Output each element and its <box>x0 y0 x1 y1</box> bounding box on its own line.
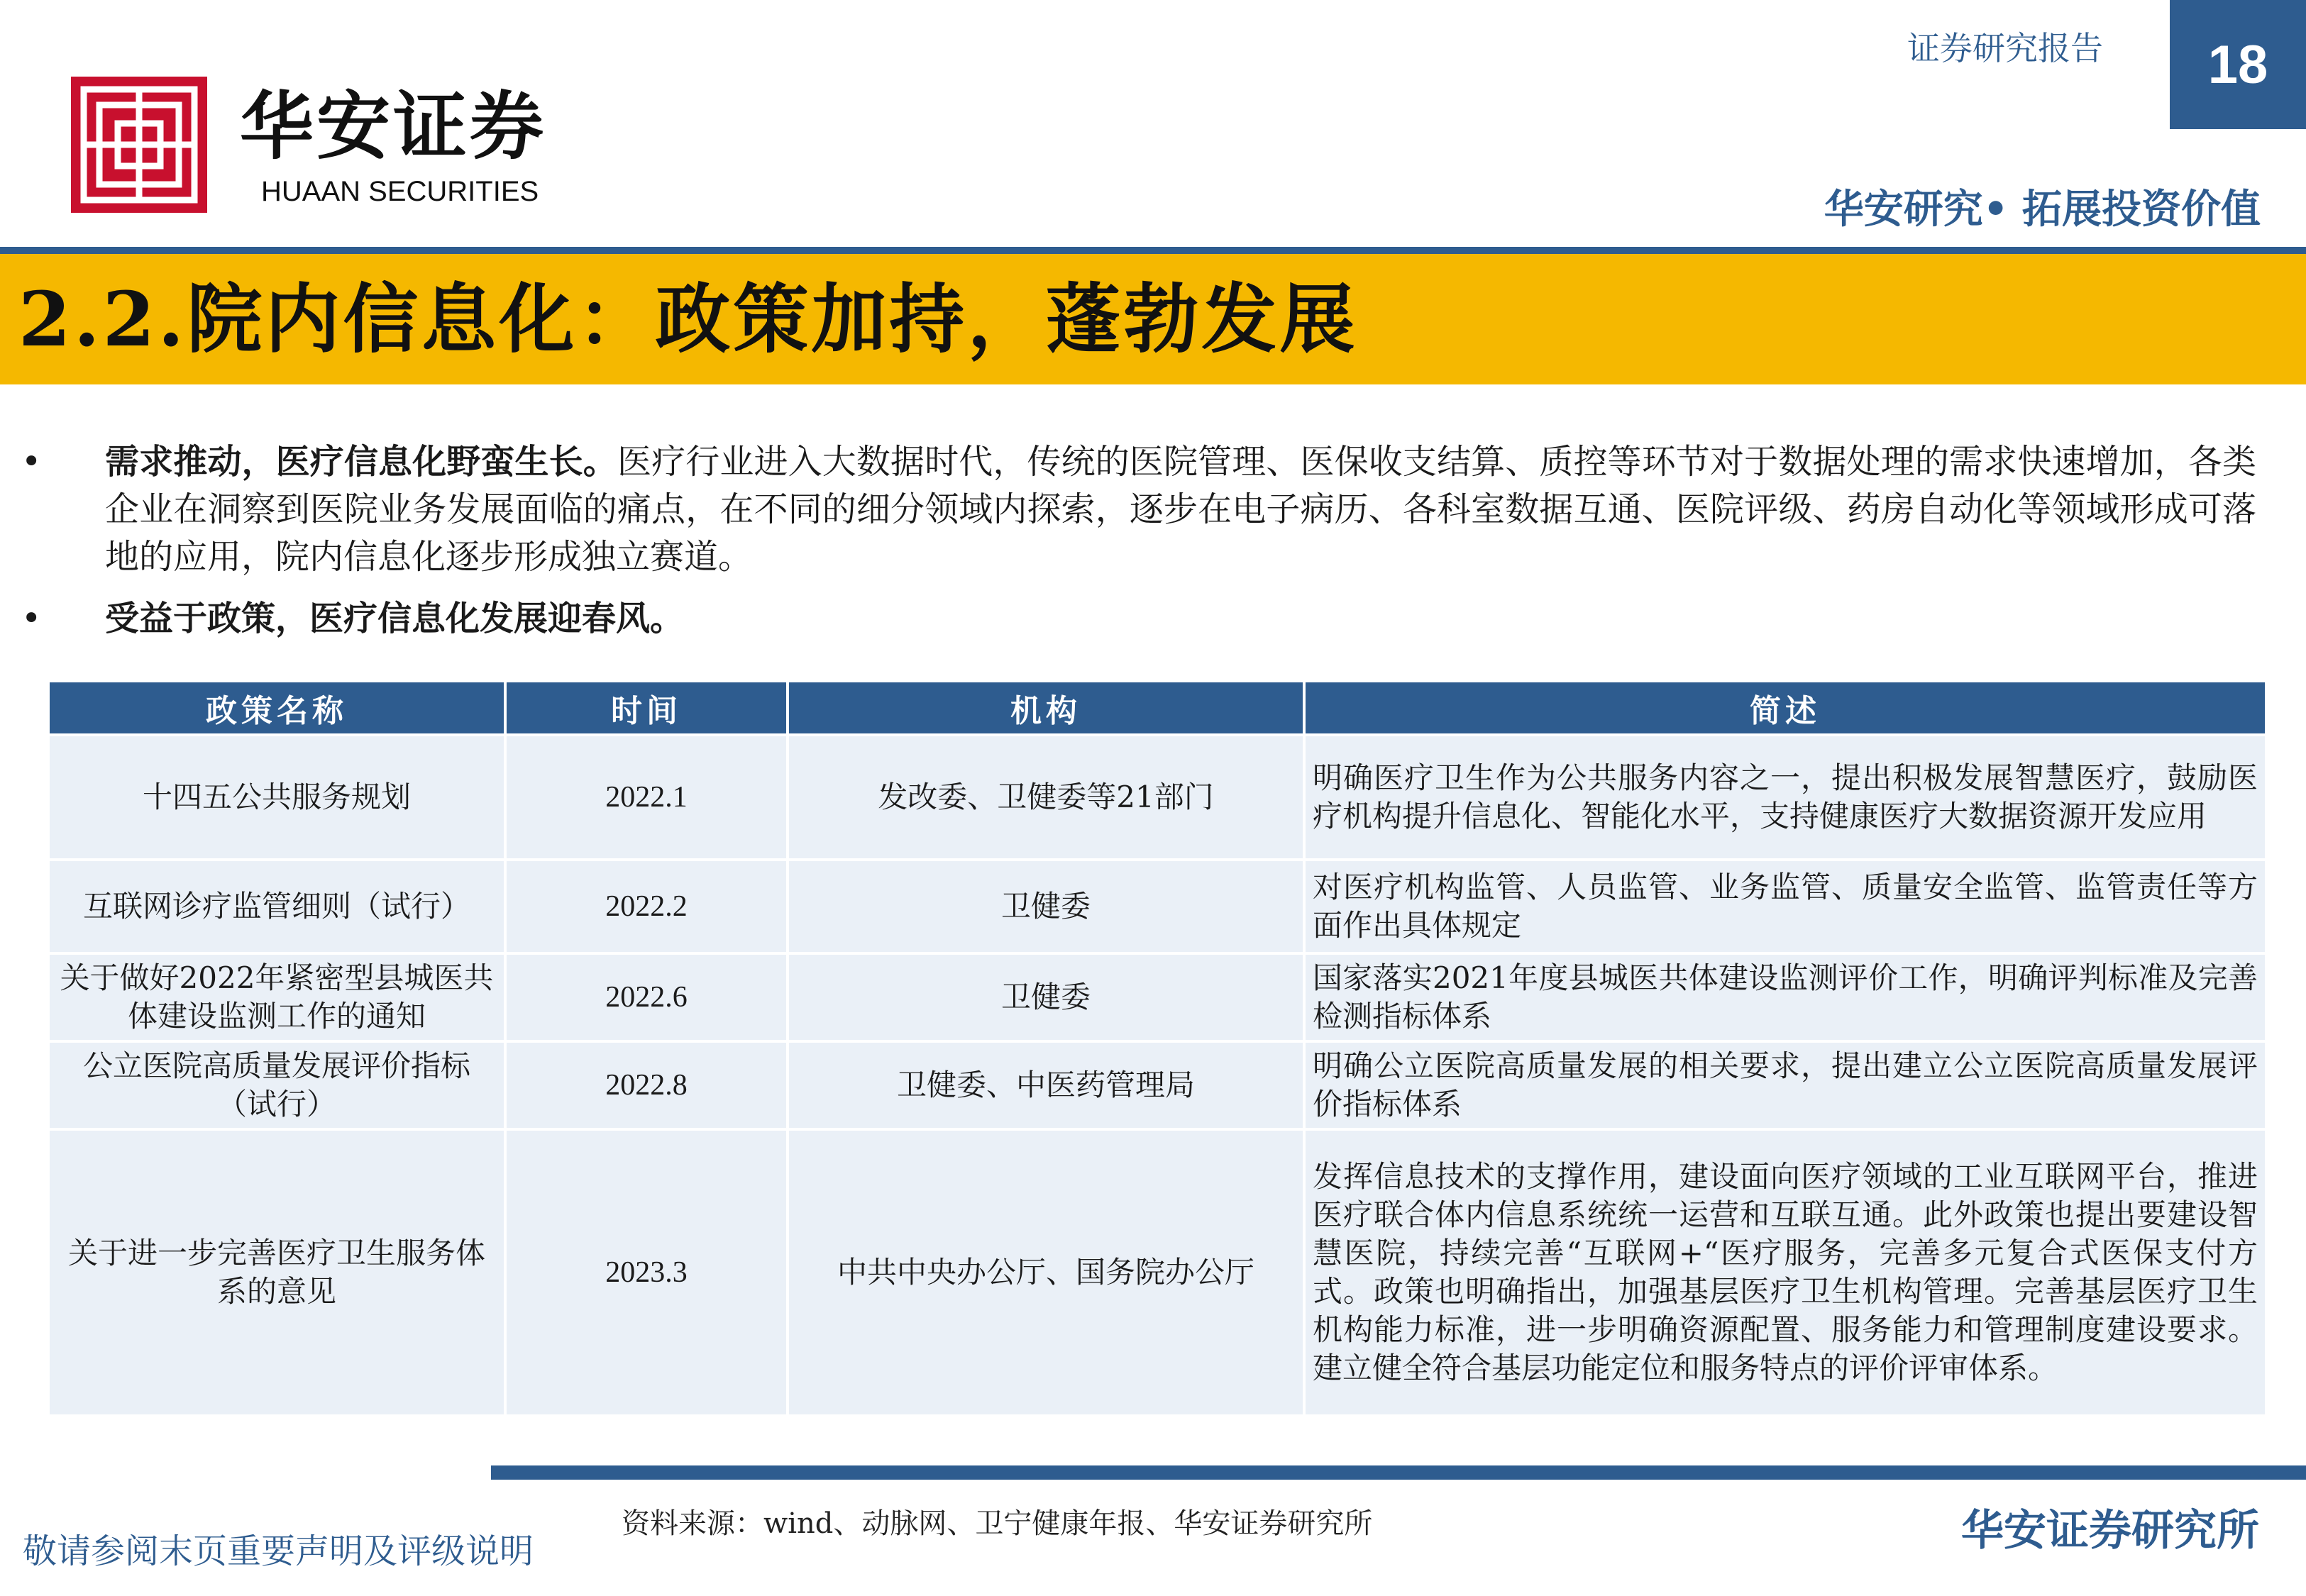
company-logo-icon <box>71 77 207 213</box>
policy-desc-cell: 明确公立医院高质量发展的相关要求，提出建立公立医院高质量发展评价指标体系 <box>1306 1043 2265 1128</box>
header-slogan: 华安研究• 拓展投资价值 <box>1824 187 2261 233</box>
logo-english-name: HUAAN SECURITIES <box>261 176 539 207</box>
policy-date-cell: 2023.3 <box>507 1131 786 1414</box>
header-organization: 机构 <box>789 682 1303 733</box>
table-row <box>50 736 2265 858</box>
policy-org-cell: 中共中央办公厅、国务院办公厅 <box>789 1131 1303 1414</box>
bullet-text: 医疗行业进入大数据时代，传统的医院管理、医保收支结算、质控等环节对于数据处理的需求快速增加，各类企业在洞察到医院业务发展面临的痛点，在不同的细分领域内探索，逐步在电子病历、各科室数据互通、医院评级、药房自动化等领域形成可落地的应用，院内信息化逐步形成独立赛道。 <box>105 442 2256 577</box>
policy-name-cell: 关于做好2022年紧密型县城医共体建设监测工作的通知 <box>50 955 504 1040</box>
policy-name-cell: 公立医院高质量发展评价指标（试行） <box>50 1043 504 1128</box>
section-title: 2.2.院内信息化：政策加持，蓬勃发展 <box>18 275 1358 363</box>
policy-date-cell: 2022.6 <box>507 955 786 1040</box>
header-summary: 简述 <box>1306 682 2265 733</box>
policy-desc-cell: 对医疗机构监管、人员监管、业务监管、质量安全监管、监管责任等方面作出具体规定 <box>1306 861 2265 952</box>
table-row <box>50 861 2265 952</box>
institute-name: 华安证券研究所 <box>1961 1506 2259 1556</box>
header-policy-name: 政策名称 <box>50 682 504 733</box>
header-divider <box>0 247 2306 254</box>
bullet-dot-icon: • <box>21 599 42 638</box>
policy-date-cell: 2022.8 <box>507 1043 786 1128</box>
policy-org-cell: 卫健委、中医药管理局 <box>789 1043 1303 1128</box>
policy-org-cell: 发改委、卫健委等21部门 <box>789 736 1303 858</box>
page-number: 18 <box>2170 0 2306 129</box>
policy-name-cell: 关于进一步完善医疗卫生服务体系的意见 <box>50 1131 504 1414</box>
header-date: 时间 <box>507 682 786 733</box>
policy-date-cell: 2022.1 <box>507 736 786 858</box>
policy-name-cell: 十四五公共服务规划 <box>50 736 504 858</box>
bullet-dot-icon: • <box>21 442 42 482</box>
table-row <box>50 955 2265 1040</box>
policy-date-cell: 2022.2 <box>507 861 786 952</box>
policy-desc-cell: 发挥信息技术的支撑作用，建设面向医疗领域的工业互联网平台，推进医疗联合体内信息系统统一运营和互联互通。此外政策也提出要建设智慧医院，持续完善“互联网+“医疗服务，完善多元复合式医保支付方式。政策也明确指出，加强基层医疗卫生机构管理。完善基层医疗卫生机构能力标准，进一步明确资源配置、服务能力和管理制度建设要求。建立健全符合基层功能定位和服务特点的评价评审体系。 <box>1306 1131 2265 1414</box>
table-row <box>50 1131 2265 1414</box>
bullet-list <box>21 438 2256 643</box>
bullet-item <box>21 595 2256 643</box>
bullet-lead: 受益于政策，医疗信息化发展迎春风。 <box>105 599 685 638</box>
table-header-row <box>50 682 2265 733</box>
policy-name-cell: 互联网诊疗监管细则（试行） <box>50 861 504 952</box>
logo-chinese-name: 华安证券 <box>240 83 547 170</box>
disclaimer-link[interactable]: 敬请参阅末页重要声明及评级说明 <box>23 1531 534 1571</box>
policy-desc-cell: 明确医疗卫生作为公共服务内容之一，提出积极发展智慧医疗，鼓励医疗机构提升信息化、智能化水平，支持健康医疗大数据资源开发应用 <box>1306 736 2265 858</box>
bullet-lead: 需求推动，医疗信息化野蛮生长。 <box>105 442 617 482</box>
policy-desc-cell: 国家落实2021年度县城医共体建设监测评价工作，明确评判标准及完善检测指标体系 <box>1306 955 2265 1040</box>
report-type-label: 证券研究报告 <box>1907 29 2103 67</box>
data-source-note: 资料来源：wind、动脉网、卫宁健康年报、华安证券研究所 <box>622 1507 1373 1540</box>
policy-org-cell: 卫健委 <box>789 955 1303 1040</box>
section-title-bar <box>0 254 2306 384</box>
table-row <box>50 1043 2265 1128</box>
policy-table <box>47 680 2268 1417</box>
bullet-item <box>21 438 2256 581</box>
policy-org-cell: 卫健委 <box>789 861 1303 952</box>
footer-divider <box>491 1465 2306 1480</box>
